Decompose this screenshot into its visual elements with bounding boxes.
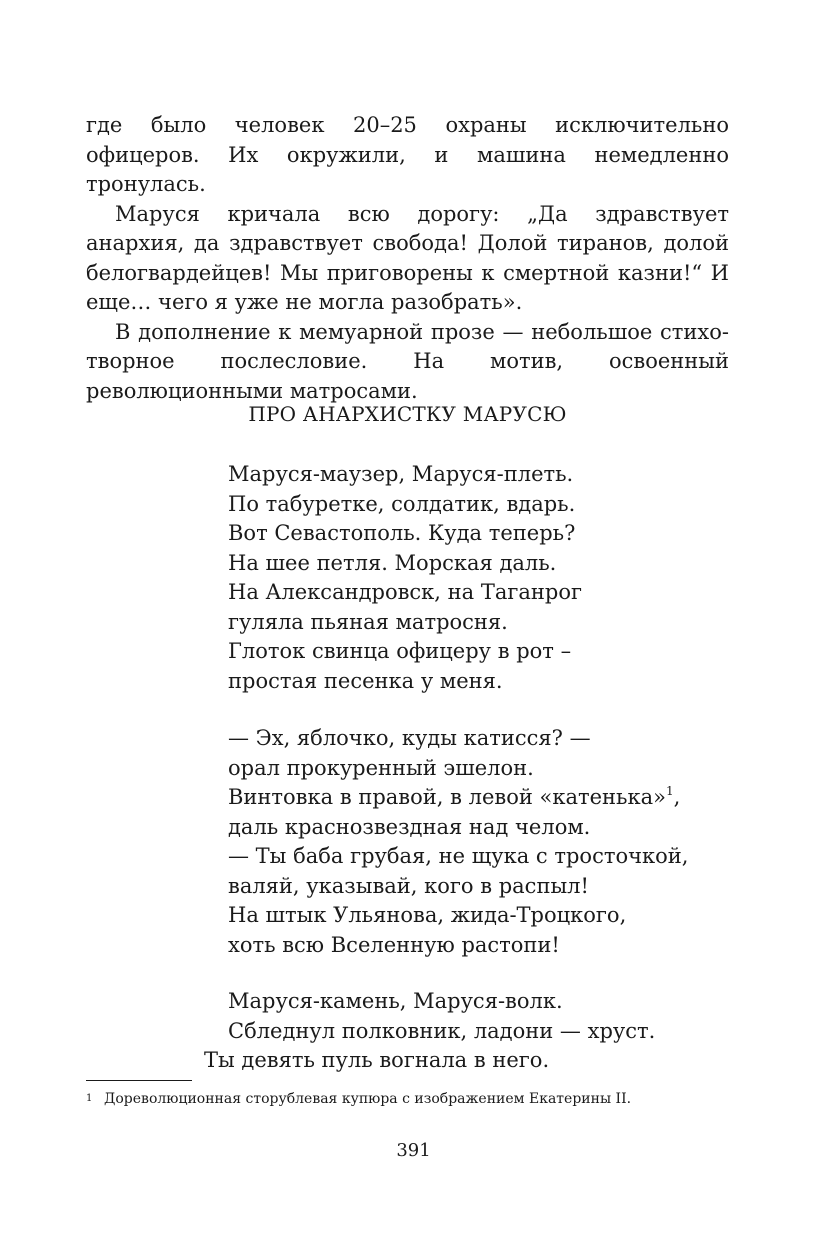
prose-paragraph-2: Маруся кричала всю дорогу: „Да здравствует анархия, да здравствует свобода! Долой тиранов, долой белогвардейцев! Мы приговорены к смертной казни!“ И еще… чего я уже не могла разобрать». bbox=[86, 201, 729, 314]
poem-line: валяй, указывай, кого в распыл! bbox=[228, 873, 589, 898]
poem-stanza-2 bbox=[228, 724, 688, 960]
poem-line: Маруся-камень, Маруся-волк. bbox=[228, 989, 563, 1013]
poem-title: ПРО АНАРХИСТКУ МАРУСЮ bbox=[248, 402, 567, 426]
poem-line: орал прокуренный эшелон. bbox=[228, 755, 534, 780]
poem-line: Маруся-маузер, Маруся-плеть. bbox=[228, 462, 574, 486]
page-number: 391 bbox=[396, 1140, 431, 1161]
poem-line-text: Винтовка в правой, в левой «катенька» bbox=[228, 785, 666, 809]
poem-line: гуляла пьяная матросня. bbox=[228, 609, 508, 634]
poem-stanza-1 bbox=[228, 460, 582, 696]
poem-line: На шее петля. Морская даль. bbox=[228, 550, 557, 575]
prose-paragraph-1: где было человек 20–25 охраны исключительно офицеров. Их окружили, и машина немедленно тронулась. bbox=[86, 113, 729, 196]
footnote-text: Дореволюционная сторублевая купюра с изображением Екатерины II. bbox=[104, 1091, 632, 1107]
footnote-divider bbox=[86, 1080, 192, 1081]
poem-line: — Ты баба грубая, не щука с тросточкой, bbox=[228, 844, 689, 868]
poem-line-with-footnote bbox=[228, 783, 688, 813]
poem-line: На Александровск, на Таганрог bbox=[228, 580, 582, 604]
poem-line-tail: , bbox=[673, 785, 681, 809]
poem-line: — Эх, яблочко, куды катисся? — bbox=[228, 726, 591, 750]
poem-line: простая песенка у меня. bbox=[228, 668, 503, 693]
poem-line: хоть всю Вселенную растопи! bbox=[228, 932, 560, 957]
poem-line: Ты девять пуль вогнала в него. bbox=[204, 1048, 550, 1072]
prose-block bbox=[86, 111, 729, 406]
poem-line: По табуретке, солдатик, вдарь. bbox=[228, 491, 576, 516]
poem-line: даль краснозвездная над челом. bbox=[228, 814, 591, 839]
poem-line: Вот Севастополь. Куда теперь? bbox=[228, 521, 576, 545]
poem-line: Глоток свинца офицеру в рот – bbox=[228, 639, 572, 663]
footnote-number: 1 bbox=[86, 1093, 93, 1104]
poem-line: Сбледнул полковник, ладони — хруст. bbox=[228, 1018, 656, 1043]
footnote-reference-mark: 1 bbox=[665, 784, 674, 798]
prose-paragraph-3: В дополнение к мемуарной прозе — небольшое стихотворное послесловие. На мотив, освоенный революционными матросами. bbox=[86, 319, 729, 403]
poem-stanza-3 bbox=[204, 987, 656, 1076]
poem-line: На штык Ульянова, жида-Троцкого, bbox=[228, 903, 627, 927]
footnote bbox=[86, 1090, 631, 1108]
